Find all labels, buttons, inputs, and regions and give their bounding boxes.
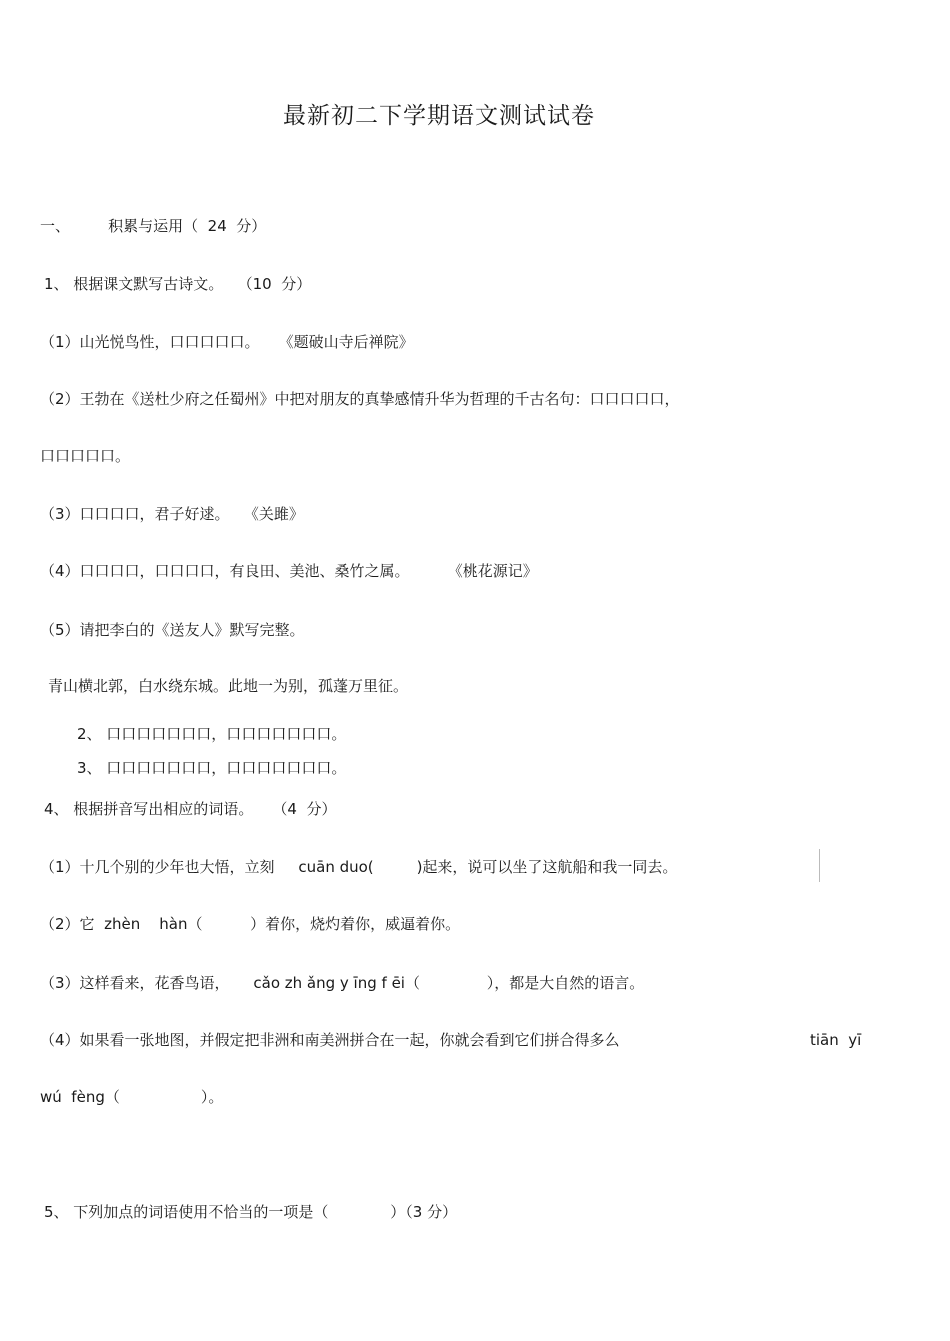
question-4-item-3: （3）这样看来，花香鸟语， cǎo zh ǎng y īng f ēi（ ），都是大自然的语言。	[40, 974, 645, 992]
question-1-item-4: （4）口口口口，口口口口，有良田、美池、桑竹之属。 《桃花源记》	[40, 562, 538, 580]
question-1-item-1: （1）山光悦鸟性，口口口口口。 《题破山寺后禅院》	[40, 333, 414, 351]
question-2: 2、 口口口口口口口，口口口口口口口。	[77, 725, 347, 743]
question-1-item-3: （3）口口口口，君子好逑。 《关雎》	[40, 505, 304, 523]
poem-line: 青山横北郭，白水绕东城。此地一为别，孤蓬万里征。	[48, 677, 409, 695]
question-4-item-4-pinyin: tiān yī	[810, 1031, 862, 1049]
margin-rule	[819, 849, 820, 882]
question-4-item-1: （1）十几个别的少年也大悟，立刻 cuān duo( )起来，说可以坐了这航船和我一同去。	[40, 858, 678, 876]
question-4-item-4-cont: wú fèng（ ）。	[40, 1088, 224, 1106]
page-title: 最新初二下学期语文测试试卷	[283, 103, 595, 129]
question-5: 5、 下列加点的词语使用不恰当的一项是（ ）（3 分）	[44, 1203, 458, 1221]
section-heading: 一、 积累与运用（ 24 分）	[40, 217, 267, 235]
question-1-item-5: （5）请把李白的《送友人》默写完整。	[40, 621, 305, 639]
question-1-item-2: （2）王勃在《送杜少府之任蜀州》中把对朋友的真挚感情升华为哲理的千古名句：口口口口口，	[40, 390, 680, 408]
question-4-item-2: （2）它 zhèn hàn（ ）着你，烧灼着你，威逼着你。	[40, 915, 461, 933]
question-4-item-4: （4）如果看一张地图，并假定把非洲和南美洲拼合在一起，你就会看到它们拼合得多么	[40, 1031, 620, 1049]
question-4: 4、 根据拼音写出相应的词语。 （4 分）	[44, 800, 337, 818]
question-3: 3、 口口口口口口口，口口口口口口口。	[77, 759, 347, 777]
question-1-item-2-cont: 口口口口口。	[40, 447, 131, 465]
question-1: 1、 根据课文默写古诗文。 （10 分）	[44, 275, 312, 293]
